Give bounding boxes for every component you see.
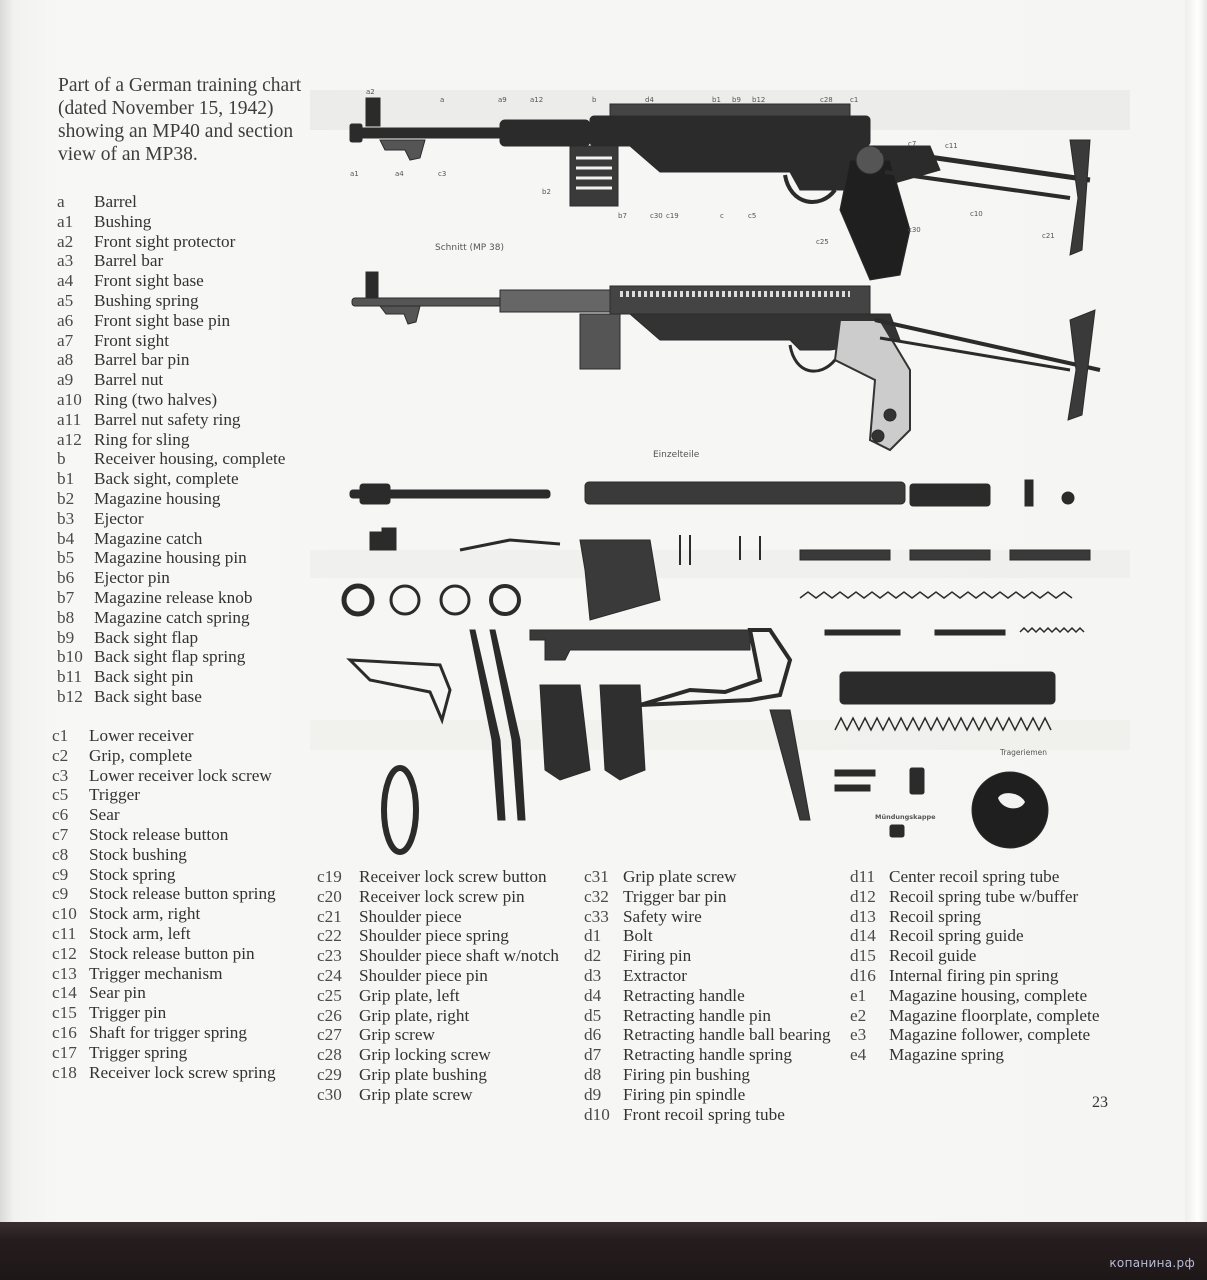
part-description: Back sight pin [94, 667, 194, 687]
part-description: Grip plate bushing [359, 1064, 487, 1084]
parts-legend-column-4 [850, 867, 1120, 1065]
part-description: Trigger pin [89, 1003, 167, 1023]
legend-item [57, 370, 319, 390]
part-code: c18 [52, 1062, 77, 1082]
part-code: c15 [52, 1003, 77, 1023]
part-description: Magazine spring [889, 1045, 1005, 1065]
part-code: a10 [57, 389, 82, 409]
part-description: Grip, complete [89, 745, 193, 765]
legend-item [52, 726, 314, 746]
legend-item [57, 489, 319, 509]
part-description: Receiver housing, complete [94, 449, 286, 469]
part-description: Grip screw [359, 1025, 435, 1045]
part-description: Shoulder piece pin [359, 965, 488, 985]
part-description: Retracting handle ball bearing [623, 1025, 831, 1045]
part-code: b10 [57, 647, 83, 667]
part-description: Sear pin [89, 983, 146, 1003]
part-description: Extractor [623, 965, 687, 985]
part-description: Front recoil spring tube [623, 1104, 785, 1124]
part-description: Barrel bar [94, 251, 164, 271]
legend-item [52, 1063, 314, 1083]
part-code: d12 [850, 886, 876, 906]
part-description: Magazine floorplate, complete [889, 1005, 1100, 1025]
legend-item [52, 983, 314, 1003]
legend-item [850, 887, 1120, 907]
part-description: Firing pin bushing [623, 1064, 751, 1084]
part-description: Magazine follower, complete [889, 1025, 1091, 1045]
legend-item [57, 687, 319, 707]
legend-item [850, 986, 1120, 1006]
part-description: Trigger mechanism [89, 963, 223, 983]
legend-item [57, 390, 319, 410]
part-description: Barrel [94, 192, 137, 211]
part-description: Retracting handle spring [623, 1045, 792, 1065]
part-description: Grip plate, right [359, 1005, 470, 1025]
part-code: b2 [57, 488, 75, 508]
callout: c10 [970, 210, 983, 218]
part-code: b9 [57, 627, 75, 647]
part-description: Magazine housing, complete [889, 985, 1088, 1005]
part-code: c13 [52, 963, 77, 983]
legend-item [317, 867, 582, 887]
legend-item [57, 647, 319, 667]
legend-item [584, 1045, 844, 1065]
part-description: Stock release button [89, 824, 229, 844]
legend-item [52, 805, 314, 825]
part-code: d1 [584, 926, 602, 946]
part-description: Trigger spring [89, 1042, 188, 1062]
part-description: Front sight [94, 330, 169, 350]
legend-item [57, 608, 319, 628]
legend-item [52, 766, 314, 786]
parts-legend-column-1b [52, 726, 314, 1082]
part-code: b12 [57, 686, 83, 706]
part-code: c23 [317, 946, 342, 966]
legend-item [52, 1003, 314, 1023]
legend-item [850, 867, 1120, 887]
part-code: c14 [52, 983, 77, 1003]
part-code: b5 [57, 548, 75, 568]
legend-item [57, 192, 319, 212]
part-code: a9 [57, 370, 74, 390]
legend-item [57, 271, 319, 291]
parts-title: Einzelteile [653, 450, 700, 460]
legend-item [317, 966, 582, 986]
part-code: e3 [850, 1025, 867, 1045]
callout: a4 [395, 170, 404, 178]
part-code: c6 [52, 805, 69, 825]
legend-item [317, 1025, 582, 1045]
part-code: d11 [850, 867, 876, 886]
part-description: Back sight, complete [94, 469, 239, 489]
part-description: Magazine catch spring [94, 607, 250, 627]
diagram-illustration [330, 80, 1120, 860]
part-description: Stock spring [89, 864, 176, 884]
part-code: c25 [317, 985, 342, 1005]
part-code: c8 [52, 844, 69, 864]
sling-label: Trageriemen [1000, 748, 1047, 757]
part-description: Shoulder piece [359, 906, 462, 926]
callout: a2 [366, 88, 375, 96]
legend-item [52, 825, 314, 845]
part-code: a [57, 192, 65, 211]
part-code: d8 [584, 1064, 602, 1084]
part-code: d5 [584, 1005, 602, 1025]
legend-item [584, 966, 844, 986]
legend-item [52, 746, 314, 766]
part-description: Magazine housing [94, 488, 221, 508]
part-description: Front sight protector [94, 231, 236, 251]
part-code: b11 [57, 667, 83, 687]
part-code: d15 [850, 946, 876, 966]
part-code: c17 [52, 1042, 77, 1062]
part-description: Grip locking screw [359, 1045, 491, 1065]
part-code: c32 [584, 886, 609, 906]
part-code: c11 [52, 923, 77, 943]
legend-item [57, 331, 319, 351]
legend-item [584, 1025, 844, 1045]
part-description: Trigger [89, 785, 140, 805]
callout: c21 [1042, 232, 1055, 240]
legend-item [57, 548, 319, 568]
callout: c30 [908, 226, 921, 234]
legend-item [57, 449, 319, 469]
part-code: e2 [850, 1005, 867, 1025]
part-code: c7 [52, 824, 69, 844]
page-number: 23 [1092, 1094, 1108, 1111]
legend-item [52, 785, 314, 805]
legend-item [57, 212, 319, 232]
part-description: Retracting handle pin [623, 1005, 771, 1025]
legend-item [57, 430, 319, 450]
callout: c30 [650, 212, 663, 220]
part-description: Stock arm, left [89, 923, 191, 943]
legend-item [584, 887, 844, 907]
part-description: Bushing [94, 211, 152, 231]
legend-item [850, 946, 1120, 966]
legend-item [317, 1045, 582, 1065]
part-description: Stock release button spring [89, 884, 276, 904]
figure-caption: Part of a German training chart (dated November 15, 1942) showing an MP40 and section view of an MP38. [58, 75, 302, 165]
part-code: b8 [57, 607, 75, 627]
part-description: Sear [89, 805, 120, 825]
page-edge [1185, 0, 1207, 1224]
callout: c19 [666, 212, 679, 220]
part-description: Firing pin spindle [623, 1084, 746, 1104]
part-description: Barrel bar pin [94, 350, 190, 370]
part-description: Magazine catch [94, 528, 203, 548]
part-description: Back sight flap [94, 627, 199, 647]
part-code: d7 [584, 1045, 602, 1065]
part-code: c22 [317, 926, 342, 946]
part-description: Ring for sling [94, 429, 190, 449]
part-description: Lower receiver [89, 726, 194, 745]
legend-item [57, 509, 319, 529]
muzzle-cap-label: Mündungskappe [875, 813, 936, 821]
part-code: d14 [850, 926, 876, 946]
part-code: a11 [57, 409, 82, 429]
part-description: Ring (two halves) [94, 389, 218, 409]
legend-item [584, 946, 844, 966]
legend-item [57, 311, 319, 331]
callout: a [440, 96, 445, 104]
legend-item [57, 568, 319, 588]
legend-item [57, 251, 319, 271]
part-description: Trigger bar pin [623, 886, 727, 906]
part-code: d4 [584, 985, 602, 1005]
part-description: Center recoil spring tube [889, 867, 1060, 886]
part-code: c27 [317, 1025, 342, 1045]
legend-item [57, 350, 319, 370]
part-description: Grip plate screw [359, 1084, 473, 1104]
scan-background [0, 1222, 1207, 1280]
callout: a1 [350, 170, 359, 178]
legend-item [57, 667, 319, 687]
legend-item [57, 291, 319, 311]
part-description: Grip plate, left [359, 985, 460, 1005]
legend-item [317, 907, 582, 927]
part-code: c30 [317, 1084, 342, 1104]
part-description: Back sight flap spring [94, 647, 246, 667]
part-code: d13 [850, 906, 876, 926]
callout: a12 [530, 96, 544, 104]
legend-item [52, 1043, 314, 1063]
legend-item [584, 1105, 844, 1125]
part-code: a1 [57, 211, 74, 231]
legend-item [52, 1023, 314, 1043]
part-code: a5 [57, 290, 74, 310]
legend-item [850, 1045, 1120, 1065]
part-code: a7 [57, 330, 74, 350]
part-code: e1 [850, 985, 867, 1005]
part-code: c33 [584, 906, 609, 926]
part-code: c3 [52, 765, 69, 785]
part-description: Recoil spring tube w/buffer [889, 886, 1079, 906]
legend-item [584, 926, 844, 946]
part-code: e4 [850, 1045, 867, 1065]
watermark: копанина.рф [1109, 1256, 1195, 1270]
part-code: c16 [52, 1022, 77, 1042]
parts-legend-column-2 [317, 867, 582, 1105]
part-description: Firing pin [623, 946, 692, 966]
part-description: Recoil spring guide [889, 926, 1024, 946]
callout: c5 [748, 212, 757, 220]
legend-item [317, 1006, 582, 1026]
part-code: c1 [52, 726, 69, 745]
part-description: Recoil guide [889, 946, 977, 966]
legend-item [850, 966, 1120, 986]
callout: d4 [645, 96, 654, 104]
callout: b12 [752, 96, 766, 104]
part-code: c2 [52, 745, 69, 765]
part-description: Shoulder piece shaft w/notch [359, 946, 559, 966]
part-code: c9 [52, 884, 69, 904]
part-description: Receiver lock screw button [359, 867, 547, 886]
legend-item [52, 924, 314, 944]
legend-item [57, 529, 319, 549]
legend-item [57, 410, 319, 430]
part-description: Barrel nut [94, 370, 164, 390]
part-description: Internal firing pin spring [889, 965, 1059, 985]
callout: c11 [945, 142, 958, 150]
part-code: c26 [317, 1005, 342, 1025]
part-code: d3 [584, 965, 602, 985]
callout: c25 [816, 238, 829, 246]
part-code: b3 [57, 508, 75, 528]
part-description: Retracting handle [623, 985, 745, 1005]
legend-item [52, 904, 314, 924]
legend-item [52, 884, 314, 904]
legend-item [317, 926, 582, 946]
part-code: c19 [317, 867, 342, 886]
legend-item [57, 628, 319, 648]
section-view-title: Schnitt (MP 38) [435, 243, 505, 253]
part-description: Magazine housing pin [94, 548, 247, 568]
part-code: b1 [57, 469, 75, 489]
part-code: c20 [317, 886, 342, 906]
part-code: a4 [57, 271, 74, 291]
callout: c28 [820, 96, 833, 104]
parts-legend-column-1 [57, 192, 319, 707]
part-code: b7 [57, 587, 75, 607]
legend-item [317, 887, 582, 907]
part-code: b [57, 449, 66, 469]
part-code: d6 [584, 1025, 602, 1045]
legend-item [584, 1006, 844, 1026]
legend-item [584, 907, 844, 927]
part-code: c28 [317, 1045, 342, 1065]
part-description: Magazine release knob [94, 587, 253, 607]
part-description: Safety wire [623, 906, 702, 926]
part-code: a8 [57, 350, 74, 370]
callout: b2 [542, 188, 551, 196]
part-code: c12 [52, 943, 77, 963]
legend-item [850, 926, 1120, 946]
legend-item [317, 986, 582, 1006]
callout: a9 [498, 96, 507, 104]
part-description: Receiver lock screw pin [359, 886, 525, 906]
part-description: Front sight base [94, 271, 204, 291]
part-description: Bushing spring [94, 290, 199, 310]
part-description: Stock release button pin [89, 943, 255, 963]
legend-item [57, 588, 319, 608]
legend-item [57, 469, 319, 489]
legend-item [52, 944, 314, 964]
part-code: c24 [317, 965, 342, 985]
part-code: c9 [52, 864, 69, 884]
part-code: d9 [584, 1084, 602, 1104]
legend-item [850, 1006, 1120, 1026]
part-description: Recoil spring [889, 906, 982, 926]
legend-item [317, 1085, 582, 1105]
part-code: b6 [57, 568, 75, 588]
legend-item [52, 865, 314, 885]
legend-item [584, 1065, 844, 1085]
part-description: Barrel nut safety ring [94, 409, 241, 429]
callout: b1 [712, 96, 721, 104]
legend-item [584, 986, 844, 1006]
part-description: Ejector [94, 508, 144, 528]
part-description: Grip plate screw [623, 867, 737, 886]
part-code: d2 [584, 946, 602, 966]
part-description: Lower receiver lock screw [89, 765, 272, 785]
part-description: Back sight base [94, 686, 202, 706]
part-code: a2 [57, 231, 74, 251]
legend-item [52, 845, 314, 865]
part-code: c31 [584, 867, 609, 886]
legend-item [52, 964, 314, 984]
part-code: a6 [57, 310, 74, 330]
legend-item [584, 1085, 844, 1105]
part-code: a12 [57, 429, 82, 449]
legend-item [317, 946, 582, 966]
legend-item [584, 867, 844, 887]
part-description: Stock arm, right [89, 904, 201, 924]
callout: b7 [618, 212, 627, 220]
callout: c3 [438, 170, 447, 178]
part-code: d16 [850, 965, 876, 985]
part-description: Front sight base pin [94, 310, 231, 330]
callout: c [720, 212, 724, 220]
part-code: b4 [57, 528, 75, 548]
part-code: a3 [57, 251, 74, 271]
part-description: Receiver lock screw spring [89, 1062, 276, 1082]
callout: c1 [850, 96, 859, 104]
part-code: c10 [52, 904, 77, 924]
part-description: Shoulder piece spring [359, 926, 509, 946]
part-description: Bolt [623, 926, 653, 946]
callout: b9 [732, 96, 741, 104]
part-code: d10 [584, 1104, 610, 1124]
part-description: Ejector pin [94, 568, 170, 588]
part-description: Stock bushing [89, 844, 187, 864]
legend-item [317, 1065, 582, 1085]
parts-legend-column-3 [584, 867, 844, 1124]
legend-item [57, 232, 319, 252]
part-code: c5 [52, 785, 69, 805]
legend-item [850, 907, 1120, 927]
part-code: c21 [317, 906, 342, 926]
part-description: Shaft for trigger spring [89, 1022, 247, 1042]
legend-item [850, 1025, 1120, 1045]
part-code: c29 [317, 1064, 342, 1084]
mp40-exploded-diagram [330, 80, 1120, 860]
callout: b [592, 96, 597, 104]
callout: c7 [908, 140, 917, 148]
